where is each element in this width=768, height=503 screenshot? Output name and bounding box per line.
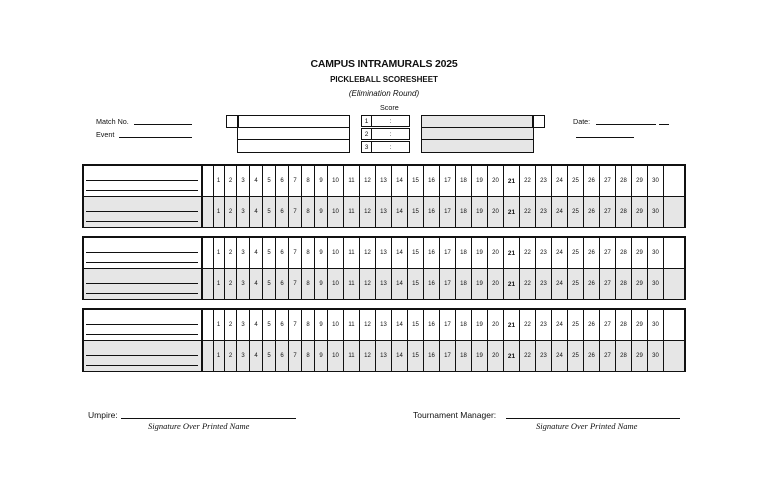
point-cell[interactable]: 1: [213, 310, 225, 340]
round-label: (Elimination Round): [348, 89, 420, 98]
sheet-subtitle: PICKLEBALL SCORESHEET: [330, 75, 438, 84]
point-cell[interactable]: 11: [344, 269, 360, 299]
point-cell[interactable]: 18: [456, 310, 472, 340]
point-cell[interactable]: 19: [472, 310, 488, 340]
point-cell[interactable]: 13: [376, 341, 392, 371]
point-cell[interactable]: 26: [584, 310, 600, 340]
score-separator: :: [372, 141, 410, 153]
point-cell[interactable]: 15: [408, 238, 424, 268]
point-cell[interactable]: 6: [276, 310, 289, 340]
point-cell[interactable]: 15: [408, 166, 424, 196]
point-cell[interactable]: 19: [472, 166, 488, 196]
point-cell[interactable]: 5: [263, 341, 276, 371]
point-cell[interactable]: 7: [289, 197, 302, 227]
point-cell[interactable]: 20: [488, 269, 504, 299]
event-label: Event: [96, 130, 115, 139]
umpire-signature-line[interactable]: [121, 418, 296, 419]
event-field[interactable]: [119, 137, 192, 138]
point-cell[interactable]: 8: [302, 238, 315, 268]
point-cell[interactable]: 4: [250, 166, 263, 196]
player-names-cell[interactable]: [84, 341, 203, 371]
point-cell[interactable]: 5: [263, 238, 276, 268]
game-2-block: [82, 236, 686, 300]
point-cell[interactable]: 24: [552, 310, 568, 340]
point-cell[interactable]: 22: [520, 238, 536, 268]
date-label: Date:: [573, 117, 591, 126]
point-cell[interactable]: 30: [648, 238, 664, 268]
point-cell[interactable]: 25: [568, 166, 584, 196]
point-cell[interactable]: 14: [392, 166, 408, 196]
point-cell[interactable]: 23: [536, 310, 552, 340]
point-cell[interactable]: 3: [237, 166, 250, 196]
point-cell[interactable]: 4: [250, 269, 263, 299]
point-cell[interactable]: 13: [376, 269, 392, 299]
point-cell[interactable]: 1: [213, 269, 225, 299]
point-cell[interactable]: 7: [289, 269, 302, 299]
match-no-label: Match No.: [96, 117, 129, 126]
point-cell[interactable]: 5: [263, 197, 276, 227]
point-cell[interactable]: 24: [552, 238, 568, 268]
point-cell[interactable]: 13: [376, 166, 392, 196]
point-cell[interactable]: 2: [225, 341, 237, 371]
point-cell[interactable]: 22: [520, 197, 536, 227]
point-cell[interactable]: 21: [504, 238, 520, 268]
point-cell[interactable]: 10: [328, 166, 344, 196]
match-no-field[interactable]: [134, 124, 192, 125]
point-cell[interactable]: 23: [536, 166, 552, 196]
point-cell[interactable]: 28: [616, 269, 632, 299]
point-cell[interactable]: 13: [376, 238, 392, 268]
point-cell[interactable]: 7: [289, 238, 302, 268]
point-cell[interactable]: 29: [632, 238, 648, 268]
point-cell[interactable]: 27: [600, 310, 616, 340]
point-cell[interactable]: 10: [328, 238, 344, 268]
point-cell[interactable]: 7: [289, 310, 302, 340]
point-cell[interactable]: 20: [488, 166, 504, 196]
point-cell[interactable]: 25: [568, 310, 584, 340]
game-number: 2: [361, 128, 372, 140]
point-cell[interactable]: 20: [488, 341, 504, 371]
manager-signature-caption: Signature Over Printed Name: [536, 421, 638, 431]
point-cell[interactable]: 27: [600, 238, 616, 268]
point-cell[interactable]: 16: [424, 341, 440, 371]
point-cell[interactable]: 4: [250, 310, 263, 340]
point-cell[interactable]: 13: [376, 310, 392, 340]
point-cell[interactable]: 29: [632, 166, 648, 196]
point-cell[interactable]: 9: [315, 310, 328, 340]
team-a-score-row: [84, 238, 684, 268]
point-cell[interactable]: 2: [225, 238, 237, 268]
point-cell[interactable]: 29: [632, 269, 648, 299]
point-cell[interactable]: 6: [276, 341, 289, 371]
point-cell[interactable]: 6: [276, 269, 289, 299]
point-cell[interactable]: 3: [237, 238, 250, 268]
score-separator: :: [372, 128, 410, 140]
point-cell[interactable]: 3: [237, 197, 250, 227]
point-cell[interactable]: 9: [315, 166, 328, 196]
player-names-cell[interactable]: [84, 310, 203, 340]
point-cell[interactable]: 6: [276, 166, 289, 196]
point-cell[interactable]: 2: [225, 197, 237, 227]
score-row[interactable]: [361, 115, 410, 127]
team-b-names-box[interactable]: [421, 115, 534, 153]
point-cell[interactable]: 20: [488, 310, 504, 340]
point-cell[interactable]: 12: [360, 310, 376, 340]
point-cell[interactable]: 18: [456, 197, 472, 227]
point-cell[interactable]: 14: [392, 341, 408, 371]
point-cell[interactable]: 28: [616, 166, 632, 196]
point-cell[interactable]: 30: [648, 269, 664, 299]
point-cell[interactable]: 3: [237, 269, 250, 299]
team-a-score-row: [84, 166, 684, 196]
point-cell[interactable]: 27: [600, 269, 616, 299]
team-b-score-row: [84, 268, 684, 299]
point-cell[interactable]: 16: [424, 197, 440, 227]
point-cell[interactable]: 14: [392, 310, 408, 340]
player-names-cell[interactable]: [84, 166, 203, 196]
point-cell[interactable]: 18: [456, 166, 472, 196]
point-cell[interactable]: 29: [632, 197, 648, 227]
point-cell[interactable]: 8: [302, 166, 315, 196]
point-cell[interactable]: 27: [600, 197, 616, 227]
team-a-names-box[interactable]: [237, 115, 350, 153]
point-cell[interactable]: 7: [289, 166, 302, 196]
umpire-signature-caption: Signature Over Printed Name: [148, 421, 250, 431]
point-cell[interactable]: 21: [504, 341, 520, 371]
point-cell[interactable]: 23: [536, 197, 552, 227]
point-cell[interactable]: 22: [520, 341, 536, 371]
point-cell[interactable]: 2: [225, 269, 237, 299]
point-cell[interactable]: 18: [456, 238, 472, 268]
point-cell[interactable]: 19: [472, 341, 488, 371]
point-cell[interactable]: 15: [408, 197, 424, 227]
point-cell[interactable]: 7: [289, 341, 302, 371]
point-cell[interactable]: 12: [360, 269, 376, 299]
point-cell[interactable]: 3: [237, 310, 250, 340]
point-cell[interactable]: 21: [504, 310, 520, 340]
score-label: Score: [380, 103, 399, 112]
team-a-score-row: [84, 310, 684, 340]
point-cell[interactable]: 22: [520, 269, 536, 299]
point-cell[interactable]: 20: [488, 238, 504, 268]
point-cell[interactable]: 17: [440, 166, 456, 196]
point-cell[interactable]: 26: [584, 166, 600, 196]
point-cell[interactable]: 17: [440, 341, 456, 371]
point-cell[interactable]: 11: [344, 310, 360, 340]
point-cell[interactable]: 17: [440, 238, 456, 268]
point-cell[interactable]: 13: [376, 197, 392, 227]
point-cell[interactable]: 28: [616, 238, 632, 268]
point-cell[interactable]: 11: [344, 166, 360, 196]
point-cell[interactable]: 25: [568, 197, 584, 227]
point-cell[interactable]: 10: [328, 310, 344, 340]
point-cell[interactable]: 16: [424, 269, 440, 299]
game-number: 3: [361, 141, 372, 153]
point-cell[interactable]: 11: [344, 197, 360, 227]
point-cell[interactable]: 4: [250, 238, 263, 268]
point-cell[interactable]: 1: [213, 238, 225, 268]
point-cell[interactable]: 10: [328, 197, 344, 227]
point-cell[interactable]: 20: [488, 197, 504, 227]
point-cell[interactable]: 22: [520, 310, 536, 340]
point-cell[interactable]: 3: [237, 341, 250, 371]
point-cell[interactable]: 9: [315, 238, 328, 268]
point-cell[interactable]: 15: [408, 269, 424, 299]
point-cell[interactable]: 26: [584, 238, 600, 268]
point-cell[interactable]: 30: [648, 310, 664, 340]
score-row[interactable]: [361, 128, 410, 140]
point-cell[interactable]: 5: [263, 269, 276, 299]
point-cell[interactable]: 14: [392, 197, 408, 227]
point-cell[interactable]: 14: [392, 238, 408, 268]
score-row[interactable]: [361, 141, 410, 153]
manager-label: Tournament Manager:: [413, 410, 497, 420]
point-cell[interactable]: 2: [225, 166, 237, 196]
point-cell[interactable]: 28: [616, 310, 632, 340]
point-cell[interactable]: 23: [536, 341, 552, 371]
manager-signature-line[interactable]: [506, 418, 680, 419]
point-cell[interactable]: 26: [584, 269, 600, 299]
point-cell[interactable]: 12: [360, 341, 376, 371]
date-field[interactable]: [596, 124, 656, 125]
point-cell[interactable]: 28: [616, 341, 632, 371]
point-cell[interactable]: 24: [552, 341, 568, 371]
point-cell[interactable]: 24: [552, 166, 568, 196]
point-cell[interactable]: 23: [536, 238, 552, 268]
point-cell[interactable]: 18: [456, 341, 472, 371]
point-cell[interactable]: 4: [250, 341, 263, 371]
point-cell[interactable]: 30: [648, 341, 664, 371]
point-cell[interactable]: 8: [302, 341, 315, 371]
point-cell[interactable]: 12: [360, 166, 376, 196]
point-cell[interactable]: 29: [632, 310, 648, 340]
point-cell[interactable]: 22: [520, 166, 536, 196]
player-names-cell[interactable]: [84, 269, 203, 299]
team-b-score-row: [84, 196, 684, 227]
point-cell[interactable]: 28: [616, 197, 632, 227]
point-cell[interactable]: 1: [213, 166, 225, 196]
point-cell[interactable]: 19: [472, 197, 488, 227]
point-cell[interactable]: 19: [472, 269, 488, 299]
game-number: 1: [361, 115, 372, 127]
point-cell[interactable]: 8: [302, 269, 315, 299]
point-cell[interactable]: 18: [456, 269, 472, 299]
point-cell[interactable]: 17: [440, 310, 456, 340]
point-cell[interactable]: 6: [276, 238, 289, 268]
team-b-tab: [532, 115, 545, 128]
point-cell[interactable]: 2: [225, 310, 237, 340]
point-cell[interactable]: 27: [600, 166, 616, 196]
point-cell[interactable]: 5: [263, 310, 276, 340]
point-cell[interactable]: 15: [408, 310, 424, 340]
point-cell[interactable]: 8: [302, 310, 315, 340]
point-cell[interactable]: 12: [360, 238, 376, 268]
point-cell[interactable]: 17: [440, 197, 456, 227]
point-cell[interactable]: 16: [424, 166, 440, 196]
point-cell[interactable]: 16: [424, 310, 440, 340]
point-cell[interactable]: 4: [250, 197, 263, 227]
point-cell[interactable]: 25: [568, 341, 584, 371]
point-cell[interactable]: 24: [552, 197, 568, 227]
team-b-score-row: [84, 340, 684, 371]
point-cell[interactable]: 17: [440, 269, 456, 299]
point-cell[interactable]: 9: [315, 341, 328, 371]
date-field-extra[interactable]: [659, 124, 669, 125]
point-cell[interactable]: 14: [392, 269, 408, 299]
point-cell[interactable]: 15: [408, 341, 424, 371]
date-field-line2[interactable]: [576, 137, 634, 138]
score-separator: :: [372, 115, 410, 127]
point-cell[interactable]: 6: [276, 197, 289, 227]
point-cell[interactable]: 9: [315, 269, 328, 299]
point-cell[interactable]: 21: [504, 197, 520, 227]
point-cell[interactable]: 21: [504, 269, 520, 299]
point-cell[interactable]: 5: [263, 166, 276, 196]
game-3-block: [82, 308, 686, 372]
player-names-cell[interactable]: [84, 238, 203, 268]
player-names-cell[interactable]: [84, 197, 203, 227]
umpire-label: Umpire:: [88, 410, 118, 420]
point-cell[interactable]: 30: [648, 197, 664, 227]
point-cell[interactable]: 23: [536, 269, 552, 299]
point-cell[interactable]: 8: [302, 197, 315, 227]
point-cell[interactable]: 1: [213, 341, 225, 371]
point-cell[interactable]: 10: [328, 269, 344, 299]
point-cell[interactable]: 26: [584, 341, 600, 371]
point-cell[interactable]: 9: [315, 197, 328, 227]
point-cell[interactable]: 21: [504, 166, 520, 196]
game-1-block: [82, 164, 686, 228]
point-cell[interactable]: 1: [213, 197, 225, 227]
point-cell[interactable]: 19: [472, 238, 488, 268]
point-cell[interactable]: 27: [600, 341, 616, 371]
point-cell[interactable]: 25: [568, 238, 584, 268]
point-cell[interactable]: 24: [552, 269, 568, 299]
point-cell[interactable]: 12: [360, 197, 376, 227]
point-cell[interactable]: 29: [632, 341, 648, 371]
point-cell[interactable]: 10: [328, 341, 344, 371]
point-cell[interactable]: 26: [584, 197, 600, 227]
sheet-title: CAMPUS INTRAMURALS 2025: [310, 58, 458, 70]
point-cell[interactable]: 11: [344, 238, 360, 268]
point-cell[interactable]: 11: [344, 341, 360, 371]
point-cell[interactable]: 25: [568, 269, 584, 299]
point-cell[interactable]: 16: [424, 238, 440, 268]
point-cell[interactable]: 30: [648, 166, 664, 196]
